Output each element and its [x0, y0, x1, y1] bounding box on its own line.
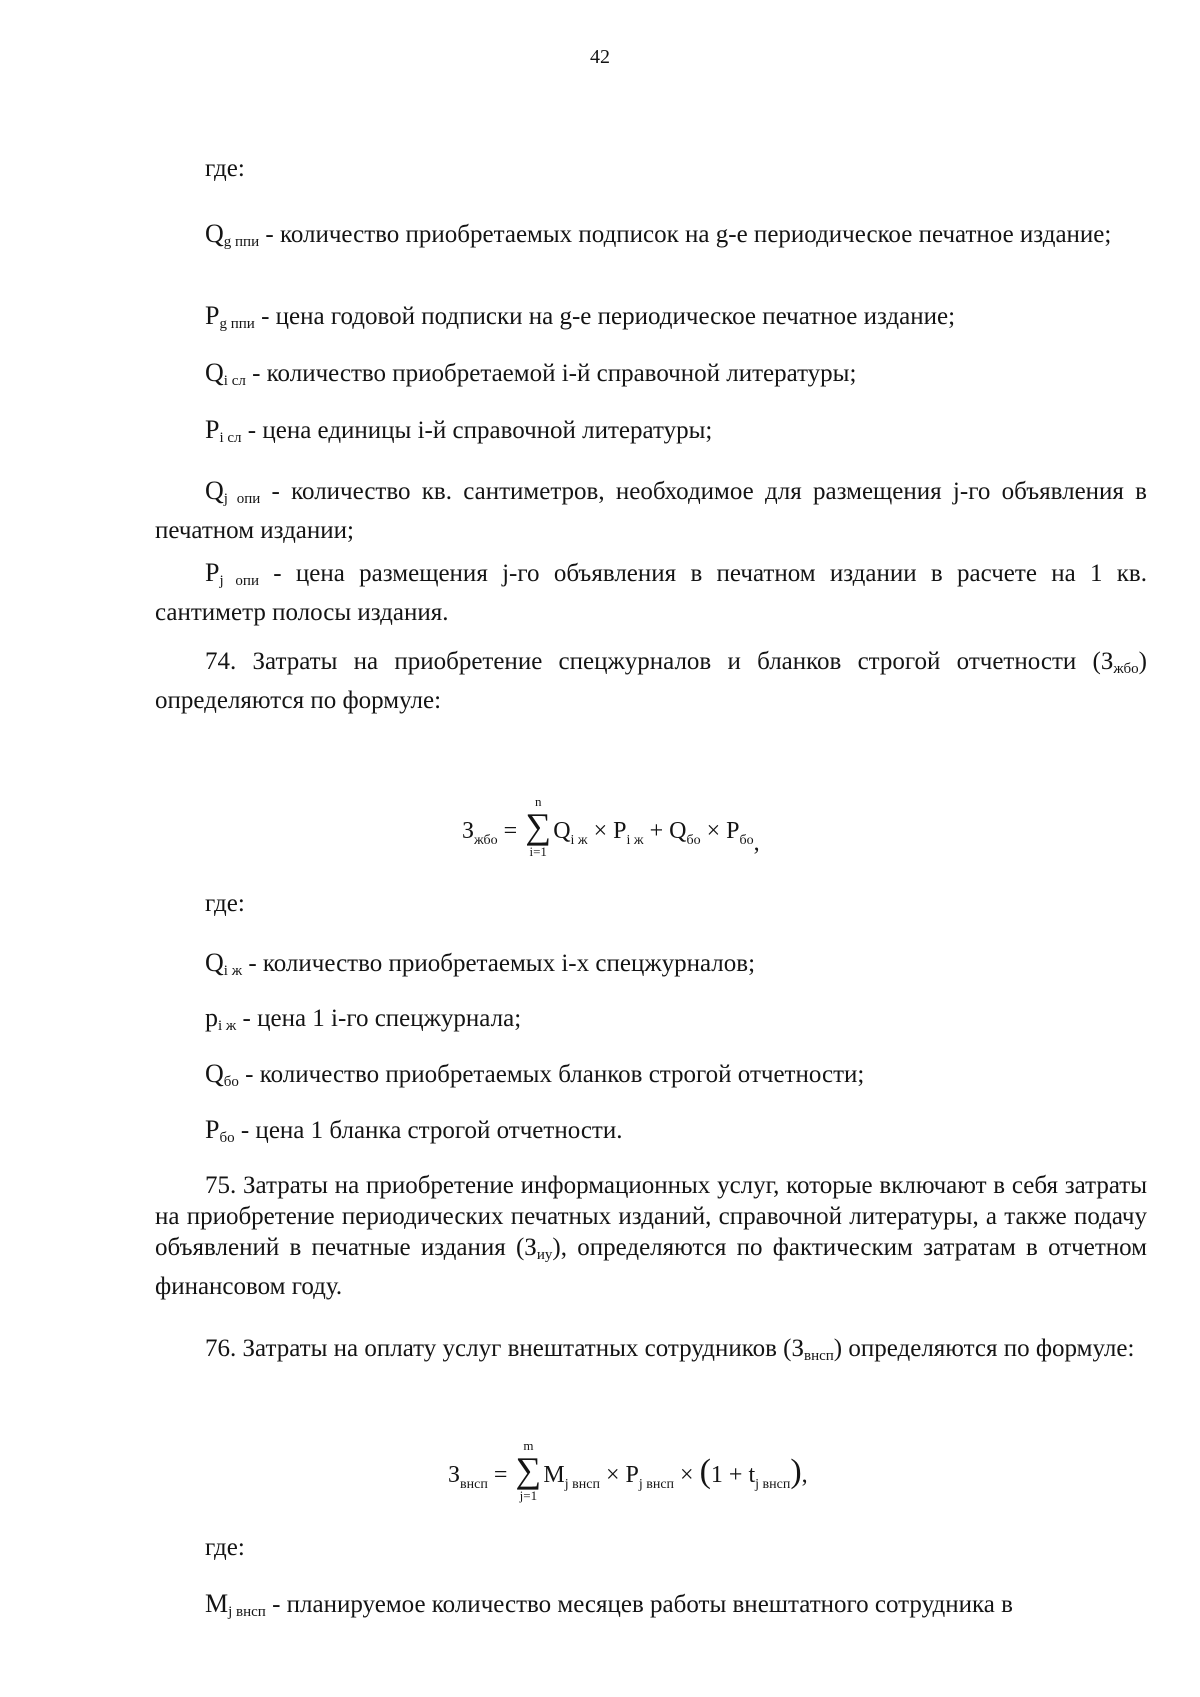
summation — [513, 1438, 543, 1503]
definition-q-ij: $Q_{i ж}$ - количество приобретаемых i-х спецжурналов; — [205, 948, 756, 979]
page-number: 42 — [590, 46, 610, 68]
definition-m-j: $M_{j внсп}$ - планируемое количество месяцев работы внештатного сотрудника в — [205, 1589, 1013, 1620]
definition-q-i: $Q_{i сл}$ - количество приобретаемой i-й справочной литературы; — [205, 358, 857, 389]
sigma-symbol: ∑ — [525, 806, 552, 846]
paragraph-75: 75. Затраты на приобретение информационных услуг, которые включают в себя затраты на приобретение периодических печатных изданий, справочной литературы, а также подачу объявлений в печатные издания $(З_{иу})$, определяются по фактическим затратам в отчетном финансовом году. — [155, 1172, 1147, 1300]
where-label: где: — [205, 155, 245, 182]
where-label: где: — [205, 1534, 245, 1561]
definition-p-j: $P_{j опи}$ - цена размещения j-го объявления в печатном издании в расчете на 1 кв. сантиметр полосы издания. — [155, 558, 1147, 626]
where-label: где: — [205, 890, 245, 917]
definition-q-j: $Q_{j опи}$ - количество кв. сантиметров, необходимое для размещения j-го объявления в печатном издании; — [155, 476, 1147, 544]
definition-p-i: $P_{i сл}$ - цена единицы i-й справочной литературы; — [205, 415, 713, 446]
summation — [523, 794, 553, 859]
sum-upper-limit: m — [523, 1438, 534, 1453]
paragraph-76: 76. Затраты на оплату услуг внештатных сотрудников $(З_{внсп})$ определяются по формуле: — [205, 1335, 1135, 1364]
sigma-symbol: ∑ — [515, 1450, 542, 1490]
sum-lower-limit: i=1 — [529, 844, 547, 859]
definition-p-ij: $p_{i ж}$ - цена 1 i-го спецжурнала; — [205, 1003, 522, 1034]
definition-p-g: $P_{g ппи}$ - цена годовой подписки на g-е периодическое печатное издание; — [205, 301, 956, 332]
definition-q-bo: $Q_{бо}$ - количество приобретаемых бланков строгой отчетности; — [205, 1059, 865, 1090]
definition-p-bo: $P_{бо}$ - цена 1 бланка строгой отчетности. — [205, 1115, 623, 1146]
formula-zhbo: $З_{жбо}$ = ∑ n i=1 $Q_{i ж} \times P_{i ж} + Q_{бо} \times P_{бо}$, — [462, 794, 760, 859]
paragraph-74: 74. Затраты на приобретение спецжурналов и бланков строгой отчетности $(З_{жбо})$ определяются по формуле: — [155, 648, 1147, 714]
sum-lower-limit: j=1 — [519, 1488, 538, 1503]
formula-vnsp: $З_{внсп}$ = ∑ m j=1 $M_{j внсп} \times P_{j внсп} \times (1 + t_{j внсп})$, — [448, 1438, 808, 1503]
sum-upper-limit: n — [534, 794, 542, 809]
definition-q-g: $Q_{g ппи}$ - количество приобретаемых подписок на g-е периодическое печатное издание; — [205, 219, 1112, 250]
